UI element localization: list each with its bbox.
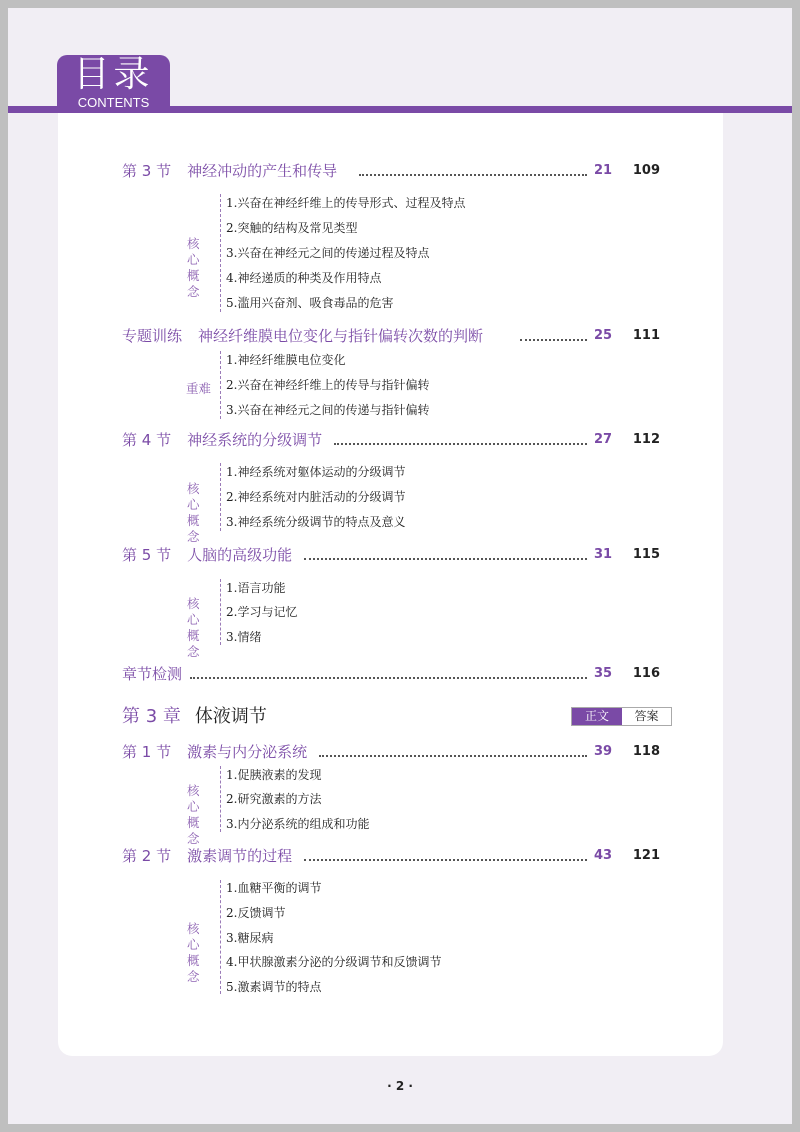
- bracket: [220, 351, 221, 419]
- entry-label: 章节检测: [122, 665, 183, 683]
- leader-dots: [334, 443, 587, 445]
- list-item: 3.神经系统分级调节的特点及意义: [226, 515, 406, 529]
- main-answer-toggle: [571, 707, 672, 726]
- entry-label: 第 4 节 神经系统的分级调节: [122, 431, 323, 449]
- leader-dots: [304, 558, 587, 560]
- entry-answer-page: 112: [632, 432, 660, 447]
- entry-label: 专题训练 神经纤维膜电位变化与指针偏转次数的判断: [122, 327, 484, 345]
- chapter-heading: 第 3 章 体液调节: [122, 706, 267, 727]
- list-item: 1.促胰液素的发现: [226, 768, 322, 782]
- entry-label: 第 5 节 人脑的高级功能: [122, 546, 293, 564]
- contents-title: 目录: [73, 54, 154, 95]
- bracket: [220, 579, 221, 645]
- leader-dots: [319, 755, 587, 757]
- contents-subtitle: CONTENTS: [77, 95, 150, 110]
- list-item: 2.研究激素的方法: [226, 792, 322, 806]
- concept-tag: 核心概念: [187, 921, 200, 984]
- toc-entry[interactable]: [122, 545, 660, 567]
- contents-tab: [57, 55, 170, 110]
- leader-dots: [304, 859, 587, 861]
- entry-answer-page: 111: [632, 328, 660, 343]
- entry-label: 第 1 节 激素与内分泌系统: [122, 743, 308, 761]
- list-item: 4.甲状腺激素分泌的分级调节和反馈调节: [226, 955, 442, 969]
- answer-label: 答案: [634, 709, 659, 723]
- page-number: · 2 ·: [387, 1079, 413, 1093]
- list-item: 2.兴奋在神经纤维上的传导与指针偏转: [226, 378, 430, 392]
- toc-entry[interactable]: [122, 430, 660, 452]
- list-item: 1.兴奋在神经纤维上的传导形式、过程及特点: [226, 196, 466, 210]
- toc-entry[interactable]: [122, 161, 660, 183]
- list-item: 2.反馈调节: [226, 906, 286, 920]
- list-item: 3.情绪: [226, 630, 262, 644]
- list-item: 3.兴奋在神经元之间的传递过程及特点: [226, 246, 430, 260]
- list-item: 5.激素调节的特点: [226, 980, 322, 994]
- entry-answer-page: 115: [632, 547, 660, 562]
- list-item: 3.兴奋在神经元之间的传递与指针偏转: [226, 403, 430, 417]
- list-item: 2.学习与记忆: [226, 605, 298, 619]
- toc-entry[interactable]: [122, 846, 660, 868]
- leader-dots: [190, 677, 587, 679]
- list-item: 4.神经递质的种类及作用特点: [226, 271, 382, 285]
- difficulty-tag: 重难: [186, 381, 212, 396]
- list-item: 2.突触的结构及常见类型: [226, 221, 358, 235]
- list-item: 5.滥用兴奋剂、吸食毒品的危害: [226, 296, 394, 310]
- main-text-label: 正文: [572, 708, 622, 725]
- entry-answer-page: 116: [632, 666, 660, 681]
- entry-answer-page: 109: [632, 163, 660, 178]
- entry-answer-page: 121: [632, 848, 660, 863]
- entry-label: 第 2 节 激素调节的过程: [122, 847, 293, 865]
- toc-entry[interactable]: [122, 742, 660, 764]
- bracket: [220, 194, 221, 312]
- bracket: [220, 766, 221, 832]
- concept-tag: 核心概念: [187, 783, 200, 846]
- concept-tag: 核心概念: [187, 596, 200, 659]
- entry-page: 35: [594, 666, 613, 681]
- concept-tag: 核心概念: [187, 481, 200, 544]
- bracket: [220, 463, 221, 531]
- list-item: 1.语言功能: [226, 581, 286, 595]
- list-item: 2.神经系统对内脏活动的分级调节: [226, 490, 406, 504]
- bracket: [220, 880, 221, 994]
- concept-tag: 核心概念: [187, 236, 200, 299]
- entry-page: 39: [594, 744, 613, 759]
- toc-entry[interactable]: [122, 326, 660, 348]
- list-item: 1.神经系统对躯体运动的分级调节: [226, 465, 406, 479]
- entry-answer-page: 118: [632, 744, 660, 759]
- leader-dots: [520, 339, 587, 341]
- list-item: 3.糖尿病: [226, 931, 274, 945]
- entry-page: 27: [594, 432, 613, 447]
- entry-page: 43: [594, 848, 613, 863]
- entry-page: 25: [594, 328, 613, 343]
- leader-dots: [359, 174, 587, 176]
- entry-page: 21: [594, 163, 613, 178]
- list-item: 1.血糖平衡的调节: [226, 881, 322, 895]
- entry-label: 第 3 节 神经冲动的产生和传导: [122, 162, 338, 180]
- toc-entry[interactable]: [122, 664, 660, 686]
- list-item: 3.内分泌系统的组成和功能: [226, 817, 370, 831]
- entry-page: 31: [594, 547, 613, 562]
- list-item: 1.神经纤维膜电位变化: [226, 353, 346, 367]
